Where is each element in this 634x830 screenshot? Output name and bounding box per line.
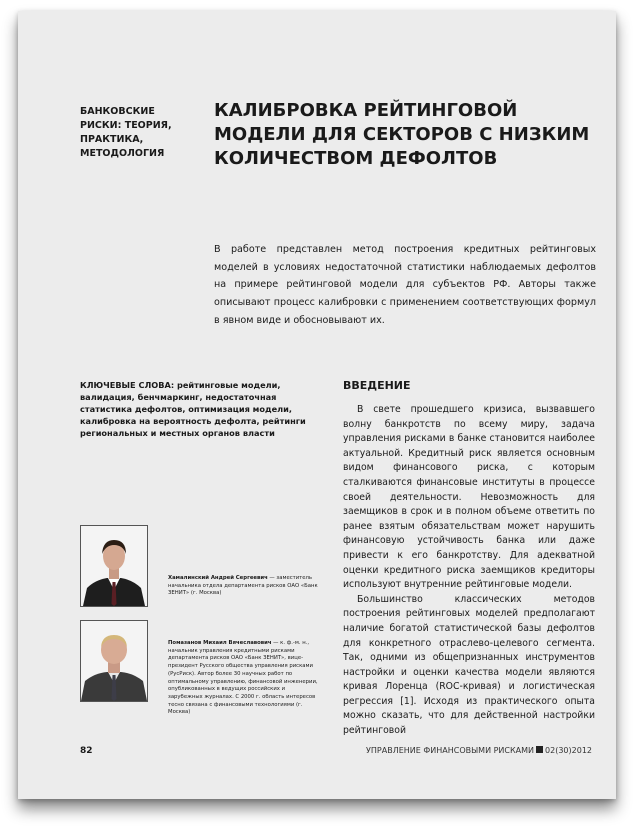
keywords-text: рейтинговые модели, валидация, бенчмаркинг, недостаточная статистика дефолтов, оптимизация модели, калибровка на вероятность дефолта, рейтинги региональных и местных органов власти (80, 380, 306, 438)
keywords (80, 379, 324, 439)
square-bullet-icon (536, 746, 543, 753)
author-description-2: — к. ф.-м. н., начальник управления кредитными рисками департамента рисков ОАО «Банк ЗЕНИТ», вице-президент Русского общества управления рисками (РусРиск). Автор более 30 научных работ по оптимальному управлению, финансовой инженерии, опубликованных в ведущих российских и зарубежных журналах. С 2000 г. область интересов тесно связана с финансовыми технологиями (г. Москва) (168, 640, 318, 716)
author-description-1: — заместитель начальника отдела департамента рисков ОАО «Банк ЗЕНИТ» (г. Москва) (168, 575, 318, 597)
abstract: В работе представлен метод построения кредитных рейтинговых моделей в условиях недостаточной статистики наблюдаемых дефолтов на примере рейтинговой модели для субъектов РФ. Авторы также описывают процесс калибровки с применением соответствующих формул в явном виде и обосновывают их. (214, 244, 596, 326)
paper-page (18, 11, 616, 799)
author-name-2: Помазанов Михаил Вячеславович (168, 640, 272, 646)
author-bio-1 (168, 575, 318, 598)
author-photo-2 (80, 620, 148, 702)
journal-name: УПРАВЛЕНИЕ ФИНАНСОВЫМИ РИСКАМИ (366, 746, 535, 755)
section-label: БАНКОВСКИЕ РИСКИ: ТЕОРИЯ, ПРАКТИКА, МЕТОДОЛОГИЯ (80, 106, 172, 159)
author-bio-2 (168, 640, 318, 717)
intro-paragraph: В свете прошедшего кризиса, вызвавшего волну банкротств по всему миру, задача управления рисками в банке становится наиболее актуальной. Кредитный риск является основным видом финансового риска, с которым сталкиваются финансовые институты в процессе своей деятельности. Невозможность для заемщиков в срок и в полном объеме ответить по ранее взятым обязательствам может нарушить финансовую устойчивость банка или даже привести к его банкротству. Для адекватной оценки кредитного риска заемщиков кредиторы используют внутренние рейтинговые модели. (343, 404, 595, 591)
author-name-1: Хамалинский Андрей Сергеевич (168, 575, 268, 581)
journal-footer (366, 746, 592, 755)
keywords-label: КЛЮЧЕВЫЕ СЛОВА: (80, 380, 175, 390)
article-title: КАЛИБРОВКА РЕЙТИНГОВОЙ МОДЕЛИ ДЛЯ СЕКТОРОВ С НИЗКИМ КОЛИЧЕСТВОМ ДЕФОЛТОВ (214, 100, 590, 169)
intro-body (343, 403, 595, 739)
journal-issue: 02(30)2012 (545, 746, 592, 755)
intro-heading: ВВЕДЕНИЕ (343, 379, 411, 392)
page-number: 82 (80, 746, 93, 756)
author-photo-1 (80, 525, 148, 607)
intro-paragraph: Большинство классических методов построения рейтинговых моделей предполагают наличие богатой статистической базы дефолтов для конкретного отраслево-целевого сегмента. Так, одними из общепризнанных инструментов настройки и оценки качества модели являются кривая Лоренца (ROC-кривая) и логистическая регрессия [1]. Исходя из практического опыта можно сказать, что для действенной настройки рейтинговой (343, 593, 595, 737)
